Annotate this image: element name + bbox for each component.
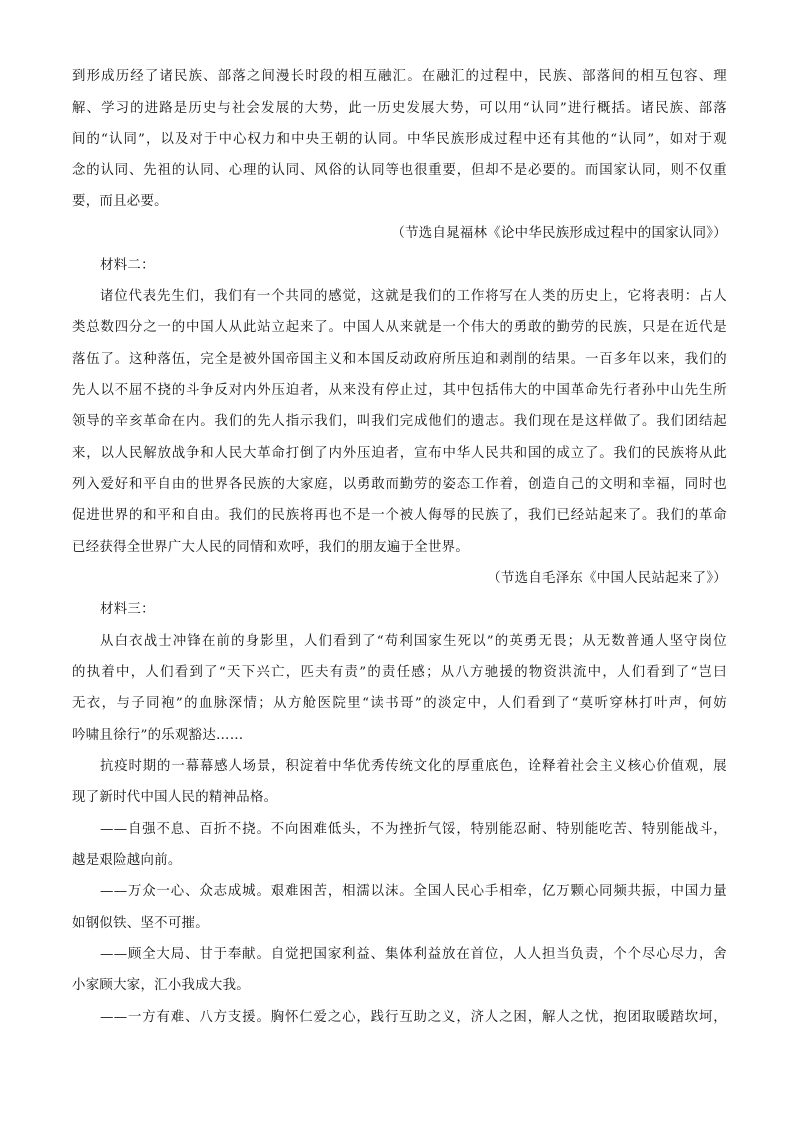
paragraph-line: 领导的辛亥革命在内。我们的先人指示我们，叫我们完成他们的遗志。我们现在是这样做了。我们团结起 bbox=[72, 414, 727, 429]
paragraph-line: 如钢似铁、坚不可摧。 bbox=[72, 916, 209, 931]
paragraph-line: 落伍了。这种落伍，完全是被外国帝国主义和本国反动政府所压迫和剥削的结果。一百多年以来，我们的 bbox=[72, 352, 727, 367]
paragraph-line: ——一方有难、八方支援。胸怀仁爱之心，践行互助之义，济人之困，解人之忧，抱团取暖踏坎坷， bbox=[100, 1010, 727, 1025]
paragraph-line: 无衣，与子同袍”的血脉深情；从方舱医院里“读书哥”的淡定中，人们看到了“莫听穿林打叶声，何妨 bbox=[72, 696, 727, 711]
paragraph-line: ——万众一心、众志成城。艰难困苦，相濡以沫。全国人民心手相牵，亿万颗心同频共振，中国力量 bbox=[100, 884, 727, 899]
paragraph-line: 来，以人民解放战争和人民大革命打倒了内外压迫者，宣布中华人民共和国的成立了。我们的民族将从此 bbox=[72, 446, 727, 461]
paragraph-line: 类总数四分之一的中国人从此站立起来了。中国人从来就是一个伟大的勇敢的勤劳的民族，只是在近代是 bbox=[72, 320, 727, 335]
source-citation: （节选自晁福林《论中华民族形成过程中的国家认同》） bbox=[391, 226, 727, 241]
paragraph-line: 从白衣战士冲锋在前的身影里，人们看到了“苟利国家生死以”的英勇无畏；从无数普通人坚守岗位 bbox=[100, 634, 727, 649]
paragraph-line: 已经获得全世界广大人民的同情和欢呼，我们的朋友遍于全世界。 bbox=[72, 540, 470, 555]
paragraph-line: 解、学习的进路是历史与社会发展的大势，此一历史发展大势，可以用“认同”进行概括。诸民族、部落 bbox=[72, 101, 727, 116]
paragraph-line: 诸位代表先生们，我们有一个共同的感觉，这就是我们的工作将写在人类的历史上，它将表明：占人 bbox=[100, 289, 727, 304]
paragraph-line: 的执着中，人们看到了“天下兴亡，匹夫有责”的责任感；从八方驰援的物资洪流中，人们看到了“岂曰 bbox=[72, 665, 727, 680]
paragraph-line: ——顾全大局、甘于奉献。自觉把国家利益、集体利益放在首位，人人担当负责，个个尽心尽力，舍 bbox=[100, 947, 727, 962]
paragraph-line: 促进世界的和平和自由。我们的民族将再也不是一个被人侮辱的民族了，我们已经站起来了。我们的革命 bbox=[72, 508, 727, 523]
paragraph-line: 先人以不屈不挠的斗争反对内外压迫者，从来没有停止过，其中包括伟大的中国革命先行者孙中山先生所 bbox=[72, 383, 727, 398]
section-heading: 材料二： bbox=[100, 258, 155, 273]
paragraph-line: 小家顾大家，汇小我成大我。 bbox=[72, 978, 250, 993]
paragraph-line: 要，而且必要。 bbox=[72, 194, 168, 209]
paragraph-line: 到形成历经了诸民族、部落之间漫长时段的相互融汇。在融汇的过程中，民族、部落间的相互包容、理 bbox=[72, 69, 727, 84]
paragraph-line: 现了新时代中国人民的精神品格。 bbox=[72, 790, 278, 805]
paragraph-line: 间的“认同”，以及对于中心权力和中央王朝的认同。中华民族形成过程中还有其他的“认同”，如对于观 bbox=[72, 132, 727, 147]
paragraph-line: 吟啸且徐行”的乐观豁达…… bbox=[72, 728, 244, 743]
paragraph-line: 越是艰险越向前。 bbox=[72, 853, 182, 868]
paragraph-line: ——自强不息、百折不挠。不向困难低头，不为挫折气馁，特别能忍耐、特别能吃苦、特别能战斗， bbox=[100, 822, 727, 837]
paragraph-line: 列入爱好和平自由的世界各民族的大家庭，以勇敢而勤劳的姿态工作着，创造自己的文明和幸福，同时也 bbox=[72, 477, 727, 492]
source-citation: （节选自毛泽东《中国人民站起来了》） bbox=[487, 571, 727, 586]
section-heading: 材料三： bbox=[100, 602, 155, 617]
paragraph-line: 抗疫时期的一幕幕感人场景，积淀着中华优秀传统文化的厚重底色，诠释着社会主义核心价值观，展 bbox=[100, 759, 727, 774]
paragraph-line: 念的认同、先祖的认同、心理的认同、风俗的认同等也很重要，但却不是必要的。而国家认同，则不仅重 bbox=[72, 163, 727, 178]
